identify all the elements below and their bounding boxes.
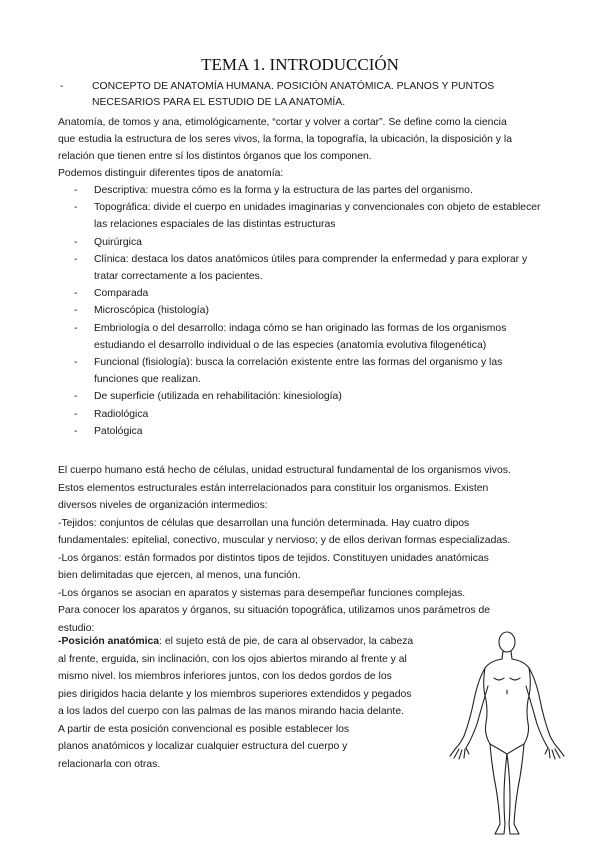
- body-line: bien delimitadas que ejercen, al menos, una función.: [58, 570, 301, 581]
- list-dash: -: [74, 253, 78, 265]
- list-item: [58, 320, 548, 354]
- position-line: a los lados del cuerpo con las palmas de las manos mirando hacia delante.: [58, 706, 404, 717]
- list-dash: -: [74, 357, 78, 369]
- body-line: -Tejidos: conjuntos de células que desarrollan una función determinada. Hay cuatro dipos: [58, 517, 470, 529]
- list-item-text: Descriptiva: muestra cómo es la forma y la estructura de las partes del organismo.: [94, 185, 473, 196]
- human-figure-anatomical-position-icon: [444, 628, 570, 840]
- body-line: -Los órganos se asocian en aparatos y sistemas para desempeñar funciones complejas.: [58, 587, 466, 599]
- organization-paragraph: [58, 462, 548, 637]
- position-line: pies dirigidos hacia delante y los miembros superiores extendidos y pegados: [58, 688, 412, 700]
- body-line: Estos elementos estructurales están interrelacionados para constituir los organismos. Existen: [58, 482, 489, 494]
- position-line: planos anatómicos y localizar cualquier estructura del cuerpo y: [58, 741, 348, 752]
- body-line: diversos niveles de organización intermedios:: [58, 500, 268, 511]
- body-line: fundamentales: epitelial, conectivo, muscular y nervioso; y de ellos derivan formas especializadas.: [58, 535, 511, 546]
- list-item: [58, 354, 548, 388]
- list-item: [58, 182, 548, 199]
- list-item-text: Funcional (fisiología): busca la correlación existente entre las formas del organismo y las funciones que realizan.: [94, 357, 503, 386]
- intro-line: Anatomía, de tomos y ana, etimológicamente, “cortar y volver a cortar”. Se define como la ciencia: [58, 117, 507, 128]
- position-line: relacionarla con otras.: [58, 758, 161, 770]
- list-item-text: Comparada: [94, 288, 149, 300]
- list-item-text: Embriología o del desarrollo: indaga cómo se han originado las formas de los organismos estudiando el desarrollo individual o de las especies (anatomía evolutiva filogenética): [94, 322, 507, 351]
- list-item-text: Quirúrgica: [94, 236, 142, 248]
- list-dash: -: [74, 305, 78, 317]
- position-first-line-rest: : el sujeto está de pie, de cara al observador, la cabeza: [159, 636, 414, 647]
- subtitle-dash: -: [60, 81, 64, 92]
- list-dash: -: [74, 236, 78, 248]
- subtitle-text: CONCEPTO DE ANATOMÍA HUMANA. POSICIÓN ANATÓMICA. PLANOS Y PUNTOS NECESARIOS PARA EL ESTUDIO DE LA ANATOMÍA.: [92, 81, 495, 108]
- list-item-text: De superficie (utilizada en rehabilitación: kinesiología): [94, 391, 342, 403]
- list-dash: -: [74, 391, 78, 403]
- list-item-text: Topográfica: divide el cuerpo en unidades imaginarias y convencionales con objeto de establecer las relaciones espaciales de las distintas estructuras: [94, 202, 541, 231]
- list-item-text: Radiológica: [94, 408, 149, 420]
- body-line: Para conocer los aparatos y órganos, su situación topográfica, utilizamos unos parámetros de: [58, 605, 491, 616]
- intro-line: relación que tienen entre sí los distintos órganos que los componen.: [58, 151, 372, 162]
- list-dash: -: [74, 408, 78, 420]
- list-dash: -: [74, 425, 78, 437]
- list-item-text: Patológica: [94, 425, 143, 437]
- anatomical-position-paragraph: [58, 633, 413, 773]
- intro-line: que estudia la estructura de los seres vivos, la forma, la topografía, la ubicación, la disposición y la: [58, 134, 512, 145]
- list-item: [58, 251, 548, 285]
- position-line: A partir de esta posición convencional es posible establecer los: [58, 723, 350, 735]
- list-dash: -: [74, 202, 78, 214]
- subtitle: [60, 79, 530, 111]
- list-item: [58, 199, 548, 233]
- position-first-line: [58, 633, 413, 651]
- list-item-text: Microscópica (histología): [94, 305, 209, 317]
- list-item: [58, 234, 548, 251]
- intro-line: Podemos distinguir diferentes tipos de anatomía:: [58, 168, 284, 179]
- list-item: [58, 388, 548, 405]
- position-line: al frente, erguida, sin inclinación, con los ojos abiertos mirando al frente y al: [58, 653, 407, 665]
- anatomy-types-list: [58, 182, 548, 440]
- list-item: [58, 423, 548, 440]
- body-line: -Los órganos: están formados por distintos tipos de tejidos. Constituyen unidades anatómicas: [58, 552, 489, 564]
- position-label: -Posición anatómica: [58, 636, 160, 647]
- page-title: TEMA 1. INTRODUCCIÓN: [201, 55, 399, 74]
- list-item: [58, 285, 548, 302]
- list-item: [58, 406, 548, 423]
- body-line: El cuerpo humano está hecho de células, unidad estructural fundamental de los organismos vivos.: [58, 465, 511, 476]
- list-item: [58, 302, 548, 319]
- body-line: estudio:: [58, 622, 95, 634]
- list-dash: -: [74, 322, 78, 334]
- position-line: mismo nivel. los miembros inferiores juntos, con los dedos gordos de los: [58, 671, 392, 682]
- list-dash: -: [74, 185, 78, 196]
- list-item-text: Clínica: destaca los datos anatómicos útiles para comprender la enfermedad y para explorar y tratar correctamente a los pacientes.: [94, 253, 528, 283]
- list-dash: -: [74, 288, 78, 300]
